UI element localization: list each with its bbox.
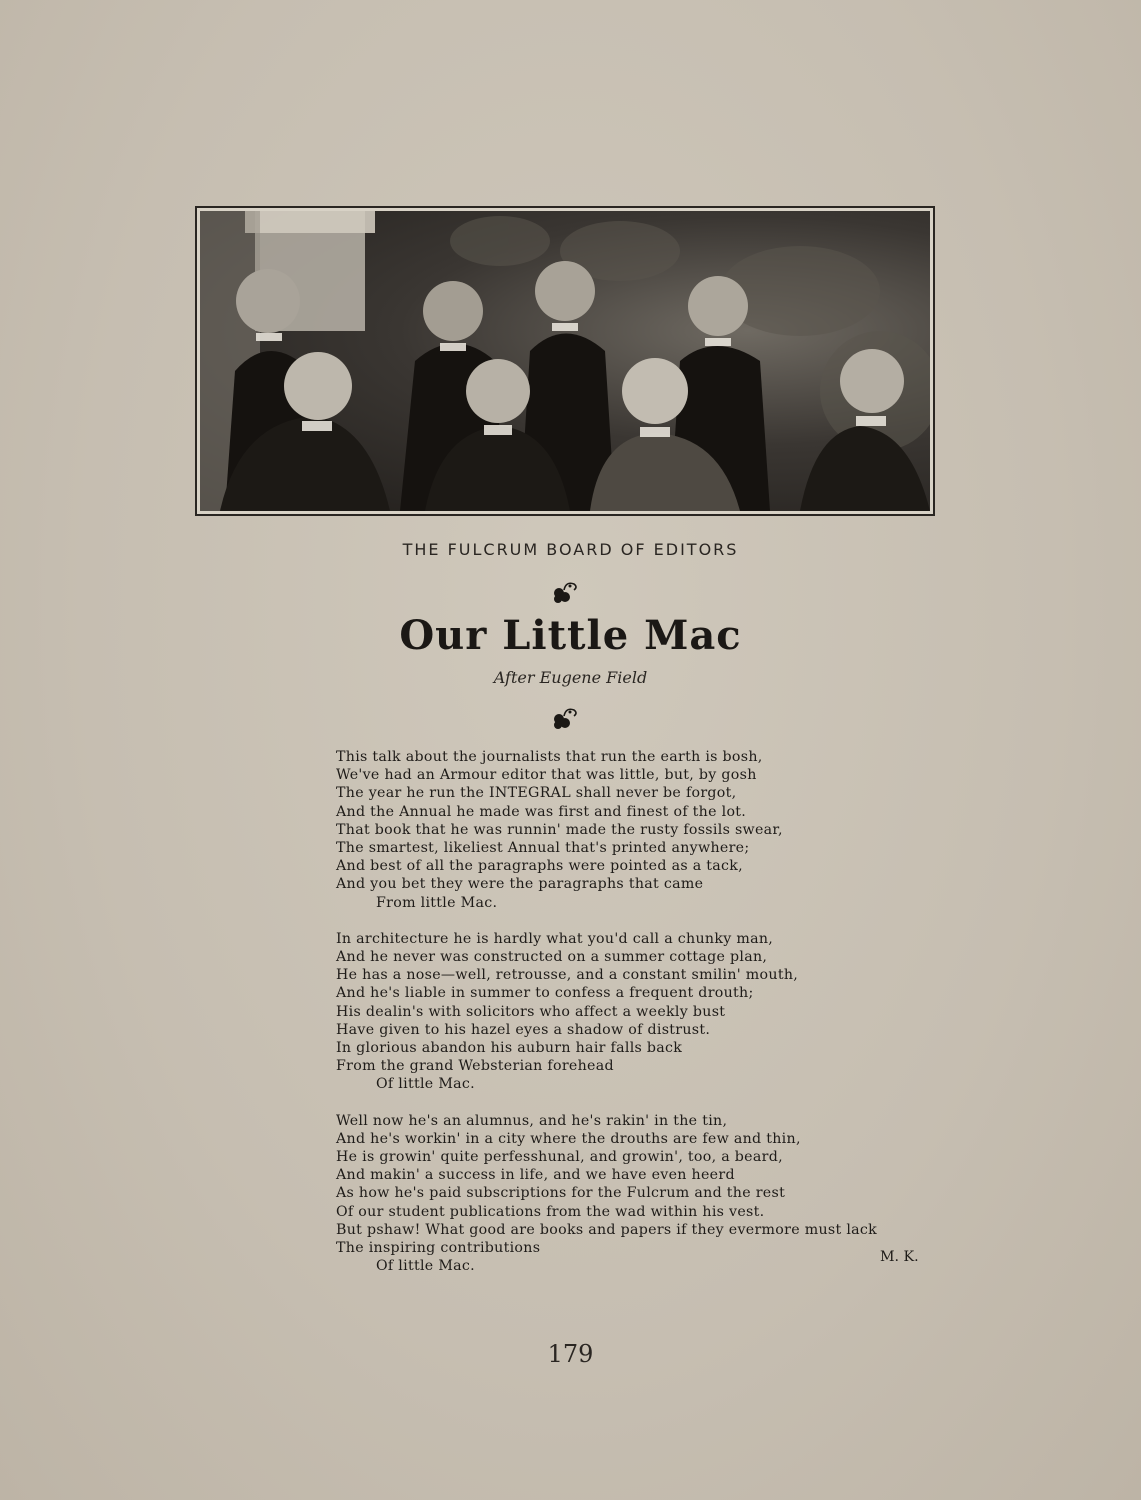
poem-line: And best of all the paragraphs were pointed as a tack, bbox=[336, 858, 743, 875]
poem-line: We've had an Armour editor that was little, but, by gosh bbox=[336, 767, 757, 784]
poem-line: That book that he was runnin' made the rusty fossils swear, bbox=[336, 821, 783, 838]
stanza bbox=[336, 930, 936, 1094]
poem-line: In architecture he is hardly what you'd call a chunky man, bbox=[336, 930, 774, 947]
poem-line: And he never was constructed on a summer cottage plan, bbox=[336, 949, 768, 966]
poem-title: Our Little Mac bbox=[399, 612, 742, 659]
poem-line: From the grand Websterian forehead bbox=[336, 1058, 614, 1075]
poem-line: Well now he's an alumnus, and he's rakin' in the tin, bbox=[336, 1112, 728, 1129]
page-number: 179 bbox=[547, 1340, 594, 1368]
poem-line: The inspiring contributions bbox=[336, 1240, 541, 1257]
poem-refrain: Of little Mac. bbox=[376, 1258, 475, 1275]
stanza bbox=[336, 748, 936, 912]
poem-line: His dealin's with solicitors who affect a weekly bust bbox=[336, 1003, 726, 1020]
poem-line: As how he's paid subscriptions for the Fulcrum and the rest bbox=[336, 1185, 786, 1202]
author-signature: M. K. bbox=[880, 1249, 919, 1265]
poem-body bbox=[336, 748, 936, 1293]
poem-line: The year he run the INTEGRAL shall never be forgot, bbox=[336, 785, 737, 802]
poem-line: But pshaw! What good are books and papers if they evermore must lack bbox=[336, 1221, 878, 1238]
poem-line: Of our student publications from the wad within his vest. bbox=[336, 1203, 765, 1220]
poem-line: This talk about the journalists that run the earth is bosh, bbox=[336, 749, 763, 765]
poem-line: And he's liable in summer to confess a frequent drouth; bbox=[336, 985, 754, 1002]
group-portrait-photo-icon bbox=[200, 211, 930, 511]
poem-line: And makin' a success in life, and we have even heerd bbox=[336, 1167, 735, 1184]
poem-subtitle: After Eugene Field bbox=[493, 668, 648, 687]
photo-image bbox=[200, 211, 930, 511]
poem-line: He has a nose—well, retrousse, and a constant smilin' mouth, bbox=[336, 967, 799, 984]
poem-line: He is growin' quite perfesshunal, and growin', too, a beard, bbox=[336, 1149, 783, 1166]
photo-caption: THE FULCRUM BOARD OF EDITORS bbox=[402, 540, 739, 559]
poem-refrain: Of little Mac. bbox=[376, 1076, 475, 1093]
poem-line: And he's workin' in a city where the drouths are few and thin, bbox=[336, 1130, 801, 1147]
fleuron-icon bbox=[550, 704, 580, 730]
fleuron-icon bbox=[550, 578, 580, 604]
stanza bbox=[336, 1112, 936, 1276]
group-photo bbox=[195, 206, 935, 516]
poem-line: In glorious abandon his auburn hair falls back bbox=[336, 1040, 683, 1057]
poem-line: Have given to his hazel eyes a shadow of distrust. bbox=[336, 1021, 711, 1038]
poem-line: And the Annual he made was first and finest of the lot. bbox=[336, 803, 747, 820]
poem-line: The smartest, likeliest Annual that's printed anywhere; bbox=[336, 840, 750, 857]
poem-refrain: From little Mac. bbox=[376, 894, 498, 911]
poem-line: And you bet they were the paragraphs that came bbox=[336, 876, 704, 893]
